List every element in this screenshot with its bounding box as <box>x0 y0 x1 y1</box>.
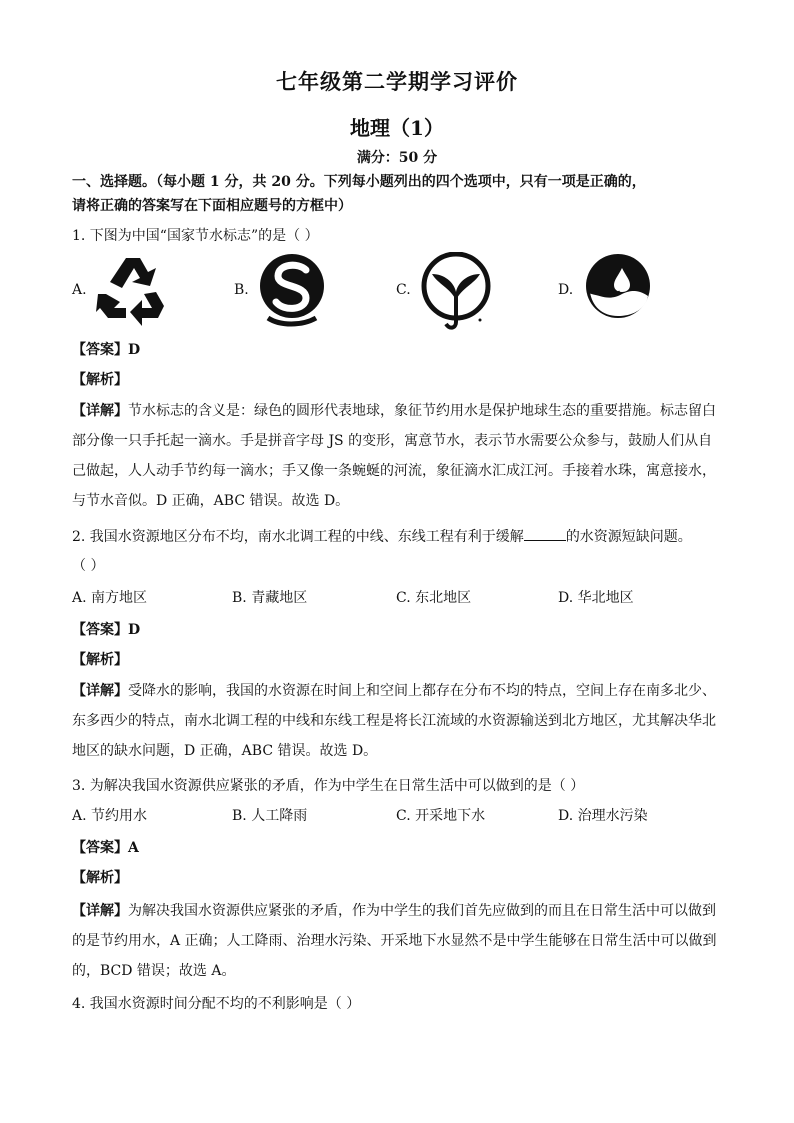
total-score: 满分：50 分 <box>356 150 438 166</box>
q1-option-d-label: D. <box>558 282 574 298</box>
q1-option-c-label: C. <box>396 282 411 298</box>
q2-options <box>72 588 722 608</box>
q3-option-c: C. 开采地下水 <box>396 808 486 824</box>
q1-analysis-label: 【解析】 <box>72 372 128 388</box>
q3-option-b: B. 人工降雨 <box>232 808 308 824</box>
q3-option-a: A. 节约用水 <box>72 808 148 824</box>
q1-options <box>72 252 732 332</box>
q2-detail-text: 受降水的影响，我国的水资源在时间上和空间上都存在分布不均的特点，空间上存在南多北少、东多西少的特点，南水北调工程的中线和东线工程是将长江流域的水资源输送到北方地区，尤其解决华北地区的缺水问题，D 正确，ABC 错误。故选 D。 <box>72 683 716 759</box>
q3-detail-text: 为解决我国水资源供应紧张的矛盾，作为中学生的我们首先应做到的而且在日常生活中可以做到的是节约用水，A 正确；人工降雨、治理水污染、开采地下水显然不是中学生能够在日常生活中可以做到的，BCD 错误；故选 A。 <box>72 903 717 979</box>
q1-detail-text: 节水标志的含义是：绿色的圆形代表地球，象征节约用水是保护地球生态的重要措施。标志留白部分像一只手托起一滴水。手是拼音字母 JS 的变形，寓意节水，表示节水需要公众参与，鼓励人们从自己做起，人人动手节约每一滴水；手又像一条蜿蜒的河流，象征滴水汇成江河。手接着水珠，寓意接水，与节水音似。D 正确，ABC 错误。故选 D。 <box>72 403 716 509</box>
section-heading-line2: 请将正确的答案写在下面相应题号的方框中） <box>72 198 352 214</box>
q2-option-d: D. 华北地区 <box>558 590 634 606</box>
q2-stem-post: 的水资源短缺问题。 <box>565 529 692 545</box>
q2-stem <box>72 526 692 547</box>
q1-detail <box>72 396 722 516</box>
q3-stem: 3. 为解决我国水资源供应紧张的矛盾，作为中学生在日常生活中可以做到的是（ ） <box>72 778 585 794</box>
q3-detail-tag: 【详解】 <box>72 903 128 919</box>
q2-fill-blank <box>524 526 566 541</box>
q3-detail <box>72 896 722 986</box>
page-subtitle: 地理（1） <box>350 116 444 140</box>
q1-answer: 【答案】D <box>72 342 141 358</box>
q4-stem: 4. 我国水资源时间分配不均的不利影响是（ ） <box>72 996 361 1012</box>
page-title: 七年级第二学期学习评价 <box>276 69 518 94</box>
q1-detail-tag: 【详解】 <box>72 403 128 419</box>
q1-option-b-label: B. <box>234 282 249 298</box>
q1-option-a-label: A. <box>72 282 87 298</box>
recycle-icon <box>96 252 168 328</box>
q3-options <box>72 806 722 826</box>
q2-analysis-label: 【解析】 <box>72 652 128 668</box>
q2-answer: 【答案】D <box>72 622 141 638</box>
s-logo-icon <box>258 252 328 332</box>
section-heading-line1: 一、选择题。（每小题 1 分，共 20 分。下列每小题列出的四个选项中，只有一项是正确的， <box>72 174 646 190</box>
q2-detail-tag: 【详解】 <box>72 683 128 699</box>
q2-stem-pre: 2. 我国水资源地区分布不均，南水北调工程的中线、东线工程有利于缓解 <box>72 529 524 545</box>
q1-stem: 1. 下图为中国“国家节水标志”的是（ ） <box>72 228 319 244</box>
q2-option-c: C. 东北地区 <box>396 590 472 606</box>
leaf-circle-icon <box>420 252 492 332</box>
q2-option-b: B. 青藏地区 <box>232 590 308 606</box>
q3-option-d: D. 治理水污染 <box>558 808 648 824</box>
water-saving-icon <box>582 252 654 324</box>
q2-detail <box>72 676 722 766</box>
q2-paren: （ ） <box>72 558 105 574</box>
q2-option-a: A. 南方地区 <box>72 590 148 606</box>
q3-analysis-label: 【解析】 <box>72 870 128 886</box>
q3-answer: 【答案】A <box>72 840 139 856</box>
